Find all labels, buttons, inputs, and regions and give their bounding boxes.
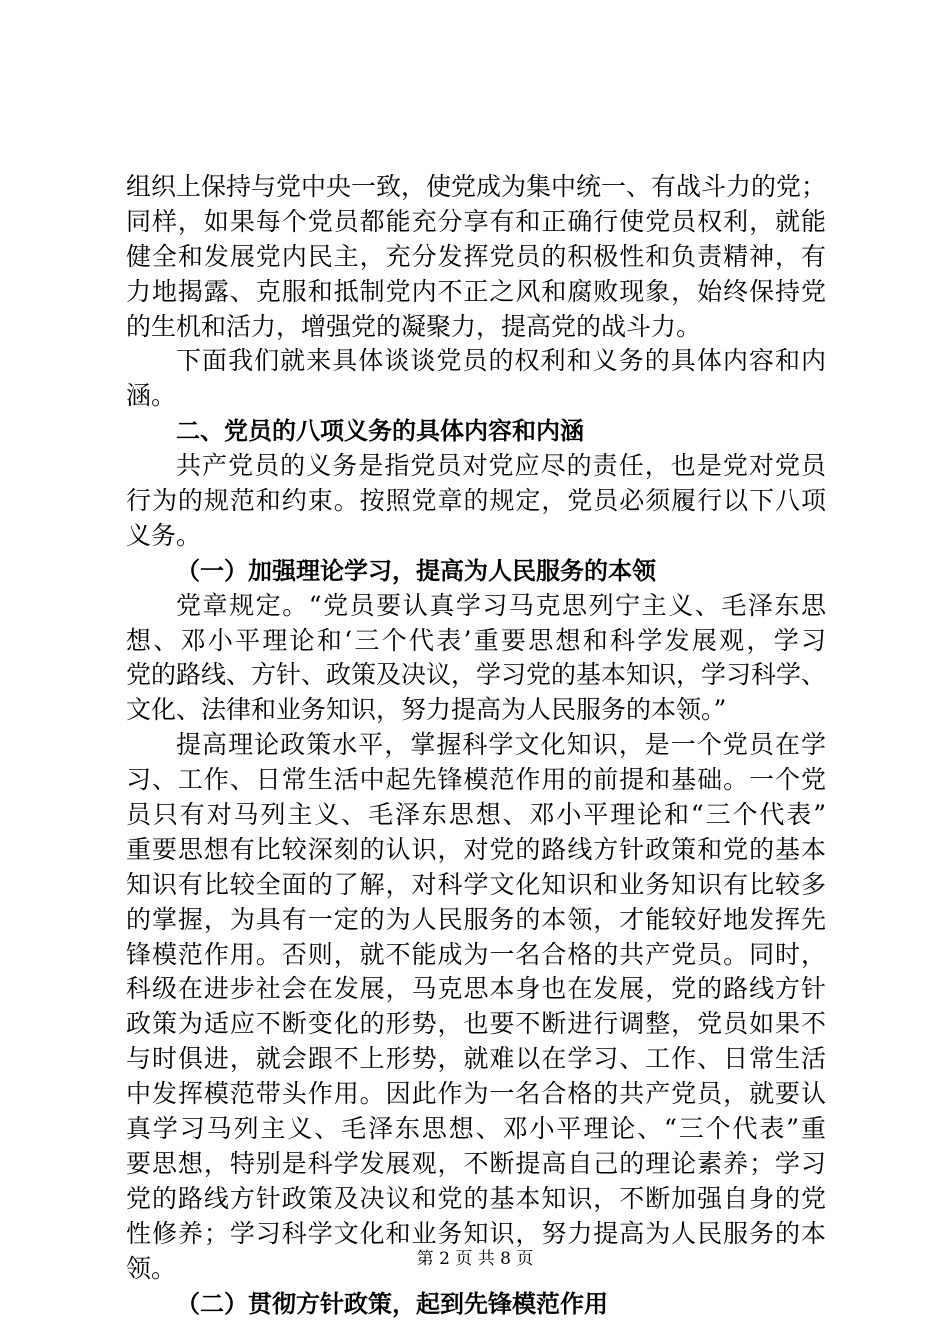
page-footer: 第 2 页 共 8 页 [416,1249,534,1269]
text-line: 习、工作、日常生活中起先锋模范作用的前提和基础。一个党 [126,765,826,795]
text-line: 锋模范作用。否则，就不能成为一名合格的共产党员。同时， [126,939,826,969]
text-line: 党的路线、方针、政策及决议，学习党的基本知识，学习科学、 [126,660,827,690]
text-line: 想、邓小平理论和‘三个代表’重要思想和科学发展观，学习 [126,625,826,655]
text-line: 中发挥模范带头作用。因此作为一名合格的共产党员，就要认 [126,1079,826,1109]
text-line: 党的路线方针政策及决议和党的基本知识，不断加强自身的党 [126,1183,826,1213]
text-line: 提高理论政策水平，掌握科学文化知识，是一个党员在学 [176,730,826,760]
text-line: 知识有比较全面的了解，对科学文化知识和业务知识有比较多 [126,869,826,899]
text-line: 政策为适应不断变化的形势，也要不断进行调整，党员如果不 [126,1009,826,1039]
document-body [126,170,826,1321]
text-line: 重要思想有比较深刻的认识，对党的路线方针政策和党的基本 [126,834,826,864]
text-line: 义务。 [126,520,202,550]
text-line: 要思想，特别是科学发展观，不断提高自己的理论素养；学习 [126,1148,826,1178]
text-line: 与时俱进，就会跟不上形势，就难以在学习、工作、日常生活 [126,1044,826,1074]
text-line: 的生机和活力，增强党的凝聚力，提高党的战斗力。 [126,311,702,341]
text-line: 员只有对马列主义、毛泽东思想、邓小平理论和“三个代表” [126,800,826,830]
text-line: 组织上保持与党中央一致，使党成为集中统一、有战斗力的党； [126,172,827,201]
text-line: 下面我们就来具体谈谈党员的权利和义务的具体内容和内 [176,346,826,376]
text-line: 的掌握，为具有一定的为人民服务的本领，才能较好地发挥先 [126,904,826,934]
text-line: 健全和发展党内民主，充分发挥党员的积极性和负责精神，有 [126,241,826,271]
text-line: 科级在进步社会在发展，马克思本身也在发展，党的路线方针 [126,974,826,1004]
section-heading: （一）加强理论学习，提高为人民服务的本领 [176,556,656,585]
text-line: 共产党员的义务是指党员对党应尽的责任，也是党对党员 [176,451,826,481]
text-line: 涵。 [126,381,177,411]
text-line: 党章规定。“党员要认真学习马克思列宁主义、毛泽东思 [176,590,826,620]
section-heading: （二）贯彻方针政策，起到先锋模范作用 [176,1289,608,1318]
section-heading: 二、党员的八项义务的具体内容和内涵 [176,417,584,446]
text-line: 行为的规范和约束。按照党章的规定，党员必须履行以下八项 [126,486,826,516]
text-line: 同样，如果每个党员都能充分享有和正确行使党员权利，就能 [126,206,826,236]
text-line: 文化、法律和业务知识，努力提高为人民服务的本领。” [126,695,727,725]
text-line: 性修养；学习科学文化和业务知识，努力提高为人民服务的本 [126,1218,826,1248]
text-line: 真学习马列主义、毛泽东思想、邓小平理论、“三个代表”重 [126,1114,826,1144]
text-line: 领。 [126,1253,177,1283]
text-line: 力地揭露、克服和抵制党内不正之风和腐败现象，始终保持党 [126,276,826,306]
